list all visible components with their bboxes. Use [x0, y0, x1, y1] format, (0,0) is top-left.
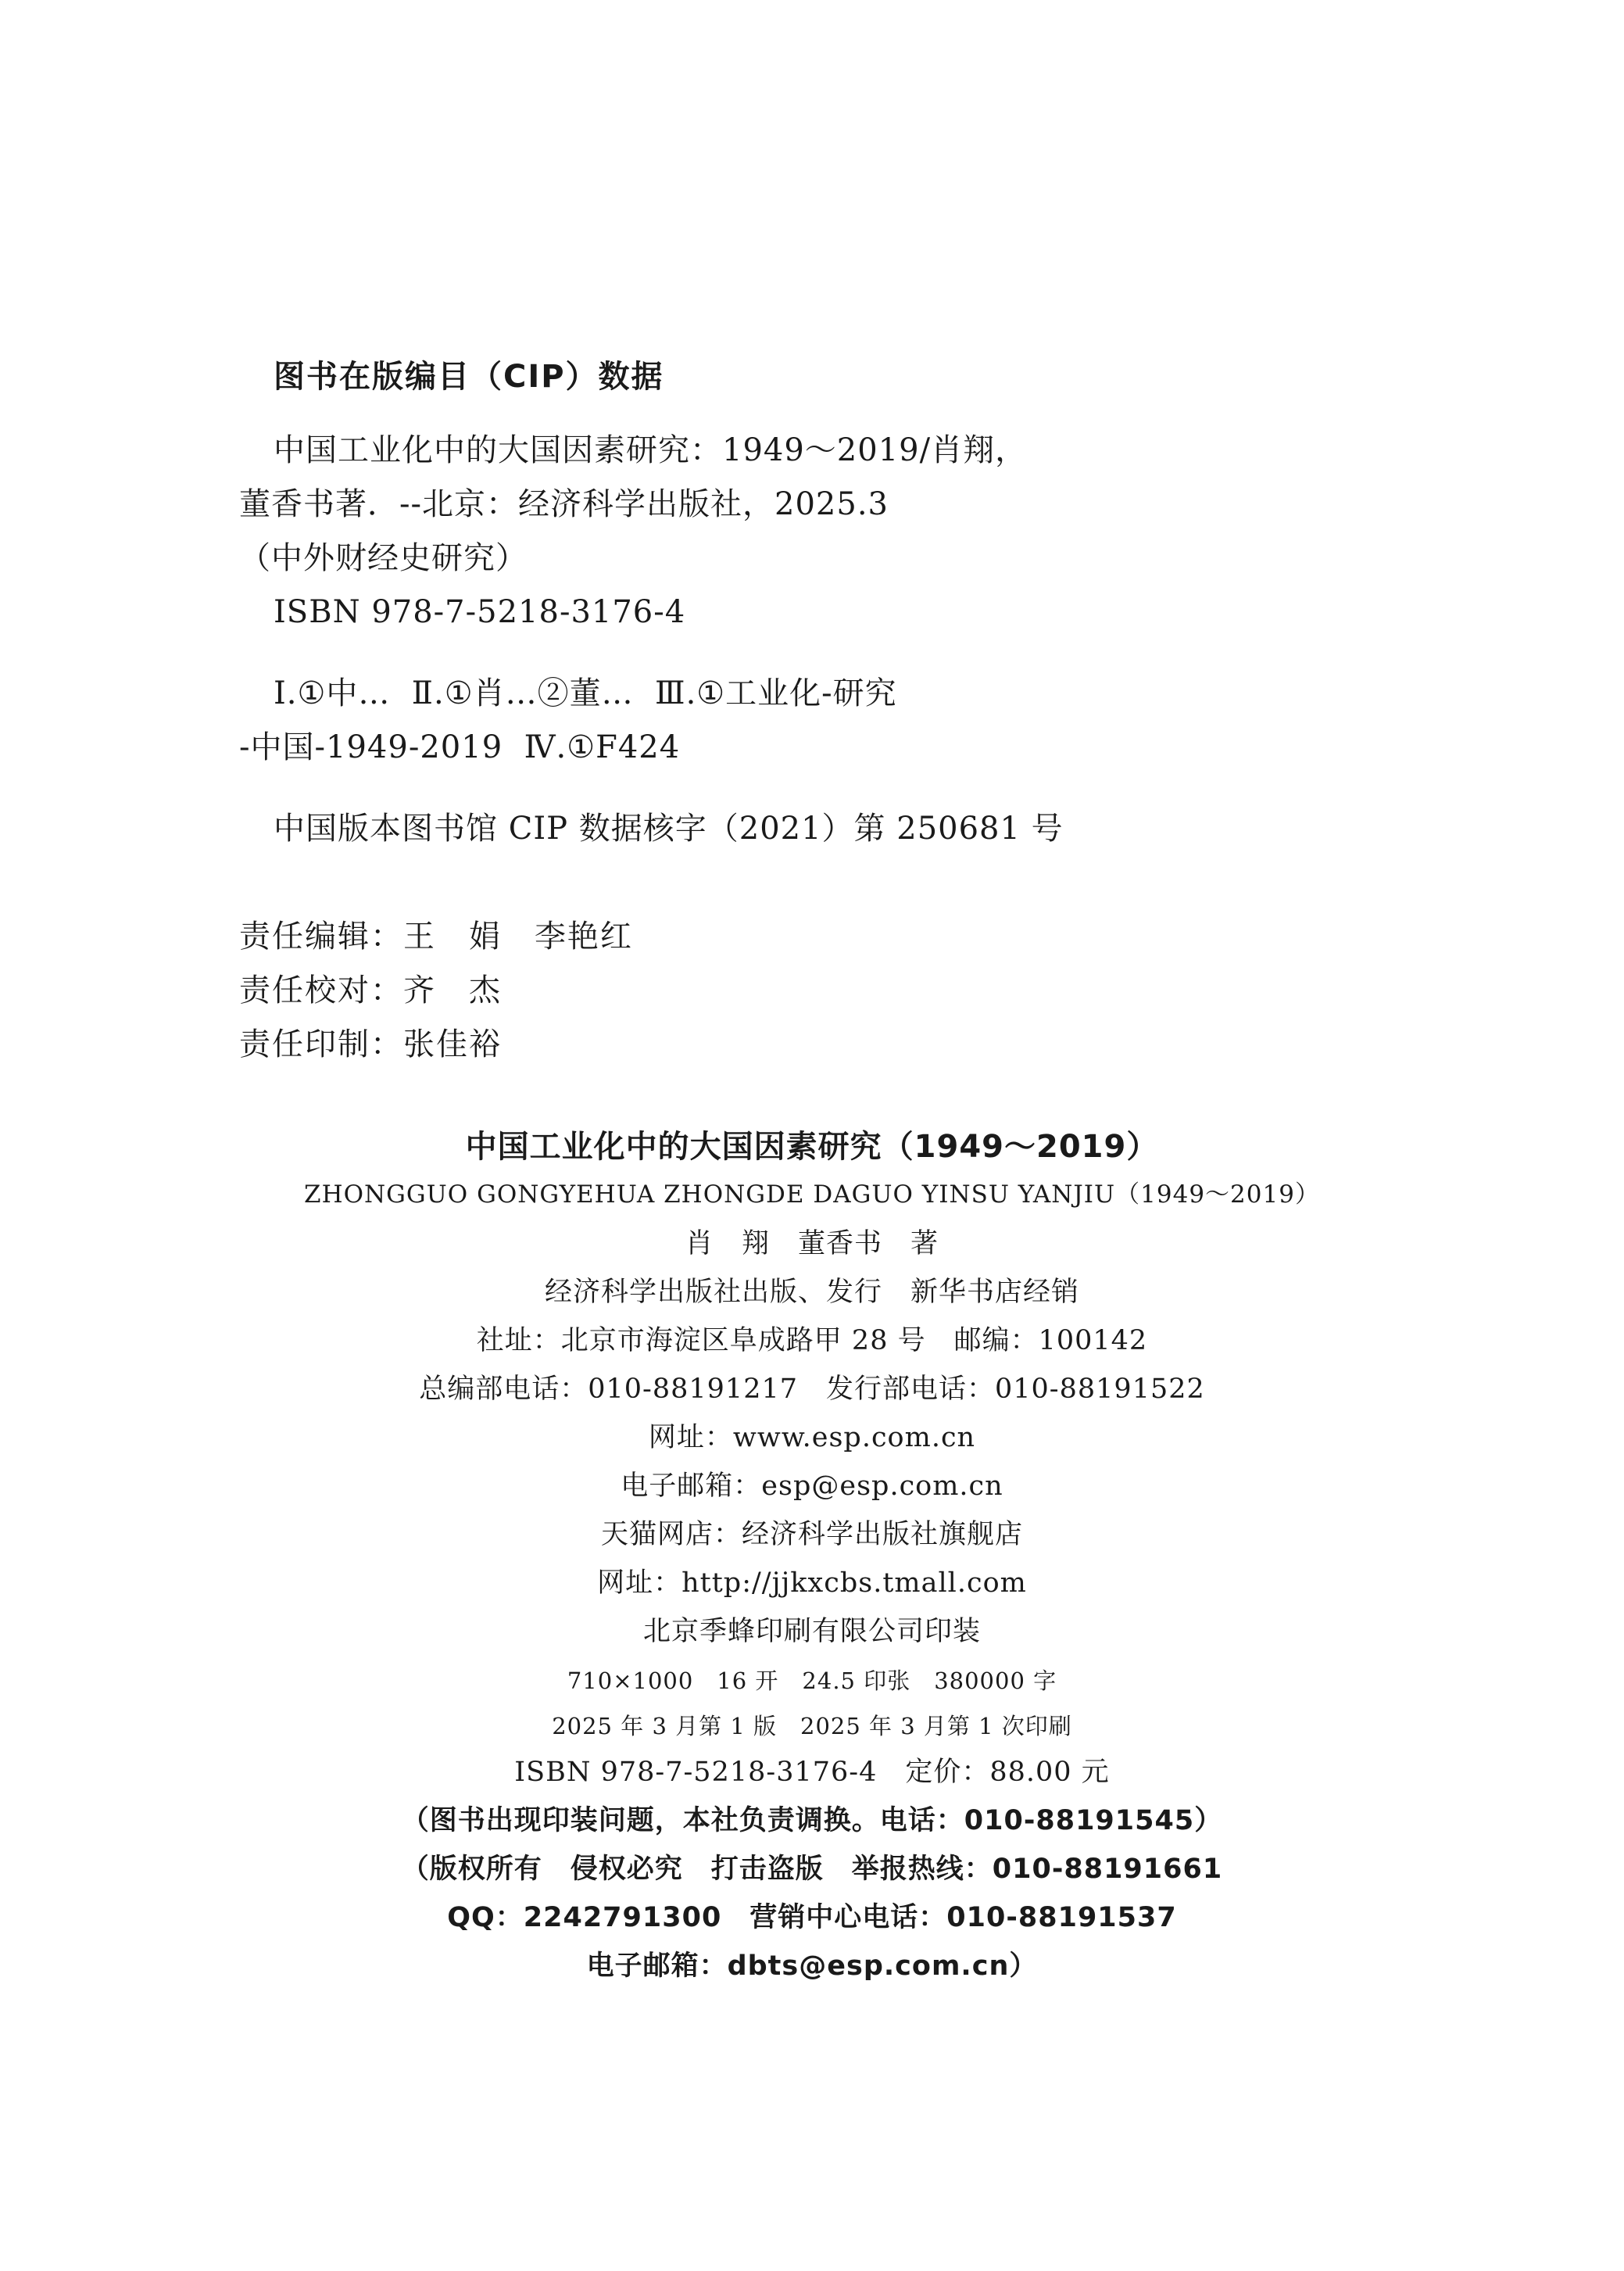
cip-line-classification-cont: -中国-1949-2019 Ⅳ.①F424 — [239, 729, 681, 765]
cip-line-isbn: ISBN 978-7-5218-3176-4 — [274, 594, 686, 630]
colophon-notice-quality: （图书出现印装问题，本社负责调换。电话：010-88191545） — [401, 1805, 1223, 1836]
colophon-notice-email: 电子邮箱：dbts@esp.com.cn） — [586, 1950, 1038, 1982]
colophon-notice-contact: QQ：2242791300 营销中心电话：010-88191537 — [447, 1902, 1177, 1933]
colophon-address: 社址：北京市海淀区阜成路甲 28 号 邮编：100142 — [476, 1325, 1148, 1356]
colophon-authors: 肖 翔 董香书 著 — [685, 1228, 939, 1259]
cip-line-classification: Ⅰ.①中… Ⅱ.①肖…②董… Ⅲ.①工业化-研究 — [274, 675, 897, 711]
cip-line-record-number: 中国版本图书馆 CIP 数据核字（2021）第 250681 号 — [274, 811, 1064, 847]
colophon-email: 电子邮箱：esp@esp.com.cn — [621, 1470, 1003, 1502]
colophon-publisher: 经济科学出版社出版、发行 新华书店经销 — [544, 1277, 1079, 1308]
colophon-tmall-url: 网址：http://jjkxcbs.tmall.com — [597, 1567, 1027, 1599]
staff-printing: 责任印制：张佳裕 — [239, 1026, 502, 1062]
colophon-phones: 总编部电话：010-88191217 发行部电话：010-88191522 — [419, 1374, 1205, 1405]
colophon-isbn-price: ISBN 978-7-5218-3176-4 定价：88.00 元 — [514, 1757, 1110, 1788]
cip-line-authors: 董香书著．--北京：经济科学出版社，2025.3 — [239, 486, 889, 522]
colophon-pinyin-title: ZHONGGUO GONGYEHUA ZHONGDE DAGUO YINSU YANJIU（1949～2019） — [304, 1180, 1320, 1209]
colophon-website: 网址：www.esp.com.cn — [648, 1422, 976, 1453]
staff-editor: 责任编辑：王 娟 李艳红 — [239, 919, 633, 955]
staff-proofreader: 责任校对：齐 杰 — [239, 973, 502, 1008]
colophon-format: 710×1000 16 开 24.5 印张 380000 字 — [567, 1667, 1057, 1694]
colophon-edition: 2025 年 3 月第 1 版 2025 年 3 月第 1 次印刷 — [552, 1713, 1072, 1739]
colophon-printer: 北京季蜂印刷有限公司印装 — [642, 1616, 981, 1647]
cip-heading: 图书在版编目（CIP）数据 — [274, 359, 664, 395]
cip-line-series: （中外财经史研究） — [239, 540, 528, 576]
colophon-title: 中国工业化中的大国因素研究（1949～2019） — [465, 1129, 1159, 1165]
colophon-tmall-store: 天猫网店：经济科学出版社旗舰店 — [600, 1519, 1023, 1550]
colophon-notice-copyright: （版权所有 侵权必究 打击盗版 举报热线：010-88191661 — [401, 1854, 1223, 1885]
cip-line-title: 中国工业化中的大国因素研究：1949～2019/肖翔， — [274, 432, 1028, 468]
